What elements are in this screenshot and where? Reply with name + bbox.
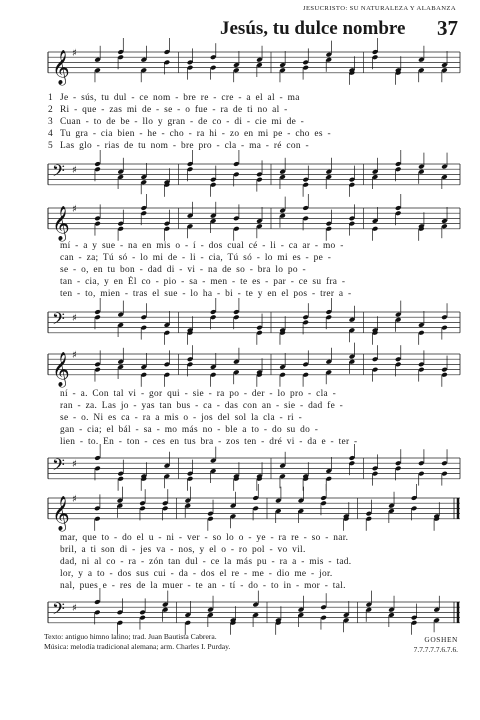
category-header: JESUCRISTO: SU NATURALEZA Y ALABANZA bbox=[303, 5, 456, 12]
verse-number bbox=[48, 388, 60, 400]
bass-staff bbox=[48, 450, 460, 490]
verse-text: can - za; Tú só - lo mi de - li - cia, Tú só - lo mi es - pe - bbox=[60, 253, 332, 263]
verse-number bbox=[48, 568, 60, 580]
verse-line bbox=[48, 400, 460, 412]
verse-text: Ri - que - zas mi de - se - o fue - ra de ti no al - bbox=[60, 105, 288, 115]
sharp-icon: ♯ bbox=[72, 459, 77, 471]
bass-staff bbox=[48, 594, 460, 634]
verse-number bbox=[48, 436, 60, 448]
verse-number: 2 bbox=[48, 105, 53, 115]
verse-text: ní - a. Con tal vi - gor qui - sie - ra po - der - lo pro - cla - bbox=[60, 389, 337, 399]
sharp-icon: ♯ bbox=[72, 603, 77, 615]
verse-text: tan - cia, y en Él co - pio - sa - men - te es - par - ce su fra - bbox=[60, 277, 346, 287]
verse-number bbox=[48, 532, 60, 544]
verse-text: nal, pues e - res de la muer - te an - tí - do - to in - mor - tal. bbox=[60, 581, 346, 591]
music-system-1 bbox=[48, 44, 460, 192]
music-credit: Música: melodía tradicional alemana; arm. Charles I. Purday. bbox=[44, 642, 231, 651]
verse-number bbox=[48, 412, 60, 424]
bass-staff bbox=[48, 156, 460, 196]
bass-clef-icon: 𝄢 bbox=[52, 160, 65, 185]
sharp-icon: ♯ bbox=[72, 165, 77, 177]
verse-line bbox=[48, 568, 460, 580]
verse-number bbox=[48, 580, 60, 592]
hymn-title: Jesús, tu dulce nombre bbox=[220, 18, 406, 39]
verse-number: 5 bbox=[48, 141, 53, 151]
treble-staff bbox=[48, 490, 460, 534]
verse-number bbox=[48, 240, 60, 252]
meter: 7.7.7.7.7.6.7.6. bbox=[413, 645, 458, 654]
treble-clef-icon: 𝄞 bbox=[52, 205, 70, 241]
verse-number: 4 bbox=[48, 129, 53, 139]
verse-text: ran - za. Las jo - yas tan bus - ca - das con an - sie - dad fe - bbox=[60, 401, 344, 411]
treble-clef-icon: 𝄞 bbox=[52, 49, 70, 85]
verse-number: 1 bbox=[48, 93, 53, 103]
treble-clef-icon: 𝄞 bbox=[52, 351, 70, 387]
tune-info bbox=[414, 635, 458, 655]
treble-clef-icon: 𝄞 bbox=[52, 495, 70, 531]
music-system-2 bbox=[48, 200, 460, 348]
bass-clef-icon: 𝄢 bbox=[52, 598, 65, 623]
verse-text: gan - cia; el bál - sa - mo más no - ble a to - do su do - bbox=[60, 425, 319, 435]
music-system-4 bbox=[48, 490, 460, 630]
verse-text: Las glo - rias de tu nom - bre pro - cla - ma - ré con - bbox=[60, 141, 309, 151]
sharp-icon: ♯ bbox=[72, 48, 77, 59]
treble-staff bbox=[48, 44, 460, 88]
verse-text: Tu gra - cia bien - he - cho - ra hi - zo en mi pe - cho es - bbox=[60, 129, 331, 139]
verse-text: lor, y a to - dos sus cui - da - dos el re - me - dio me - jor. bbox=[60, 569, 333, 579]
sharp-icon: ♯ bbox=[72, 350, 77, 361]
sharp-icon: ♯ bbox=[72, 494, 77, 505]
credits bbox=[44, 632, 230, 652]
verse-number bbox=[48, 252, 60, 264]
verse-number bbox=[48, 288, 60, 300]
verse-text: mar, que to - do el u - ni - ver - so lo o - ye - ra re - so - nar. bbox=[60, 533, 349, 543]
bass-staff bbox=[48, 304, 460, 344]
verse-line bbox=[48, 276, 460, 288]
bass-clef-icon: 𝄢 bbox=[52, 308, 65, 333]
verse-line bbox=[48, 92, 460, 104]
verse-line bbox=[48, 104, 460, 116]
verse-number bbox=[48, 556, 60, 568]
music-system-3 bbox=[48, 346, 460, 486]
verse-number bbox=[48, 264, 60, 276]
verse-number bbox=[48, 400, 60, 412]
verse-line bbox=[48, 388, 460, 400]
verse-text: se - o. Ni es ca - ra a mis o - jos del sol la cla - ri - bbox=[60, 413, 303, 423]
verse-text: ten - to, mien - tras el sue - lo ha - bi - te y en el pos - trer a - bbox=[60, 289, 352, 299]
verse-line bbox=[48, 252, 460, 264]
verse-line bbox=[48, 240, 460, 252]
verse-line bbox=[48, 288, 460, 300]
verse-line bbox=[48, 580, 460, 592]
verse-text: Je - sús, tu dul - ce nom - bre re - cre - a el al - ma bbox=[60, 93, 300, 103]
verse-line bbox=[48, 556, 460, 568]
verse-number bbox=[48, 276, 60, 288]
verse-line bbox=[48, 116, 460, 128]
verse-line bbox=[48, 424, 460, 436]
verse-line bbox=[48, 128, 460, 140]
verse-line bbox=[48, 412, 460, 424]
verse-line bbox=[48, 436, 460, 448]
verse-text: lien - to. En - ton - ces en tus bra - zos ten - dré vi - da e - ter - bbox=[60, 437, 358, 447]
verse-number bbox=[48, 424, 60, 436]
verse-text: mí - a y sue - na en mis o - í - dos cual cé - li - ca ar - mo - bbox=[60, 241, 344, 251]
verse-line bbox=[48, 544, 460, 556]
verse-line bbox=[48, 532, 460, 544]
verse-line bbox=[48, 140, 460, 152]
verse-number bbox=[48, 544, 60, 556]
verse-text: Cuan - to de be - llo y gran - de co - di - cie mi de - bbox=[60, 117, 305, 127]
text-credit: Texto: antiguo himno latino; trad. Juan Bautista Cabrera. bbox=[44, 632, 217, 641]
verse-number: 3 bbox=[48, 117, 53, 127]
verse-text: se - o, en tu bon - dad di - vi - na de so - bra lo po - bbox=[60, 265, 306, 275]
lyrics-block-4 bbox=[48, 532, 460, 592]
verse-text: dad, ni al co - ra - zón tan dul - ce la más pu - ra a - mis - tad. bbox=[60, 557, 352, 567]
verse-line bbox=[48, 264, 460, 276]
sharp-icon: ♯ bbox=[72, 204, 77, 215]
lyrics-block-1 bbox=[48, 92, 460, 152]
treble-staff bbox=[48, 200, 460, 244]
tune-name: GOSHEN bbox=[424, 635, 458, 644]
treble-staff bbox=[48, 346, 460, 390]
bass-clef-icon: 𝄢 bbox=[52, 454, 65, 479]
sharp-icon: ♯ bbox=[72, 313, 77, 325]
verse-text: bril, a ti son di - jes va - nos, y el o - ro pol - vo vil. bbox=[60, 545, 306, 555]
hymn-number: 37 bbox=[437, 16, 458, 40]
lyrics-block-2 bbox=[48, 240, 460, 300]
lyrics-block-3 bbox=[48, 388, 460, 448]
